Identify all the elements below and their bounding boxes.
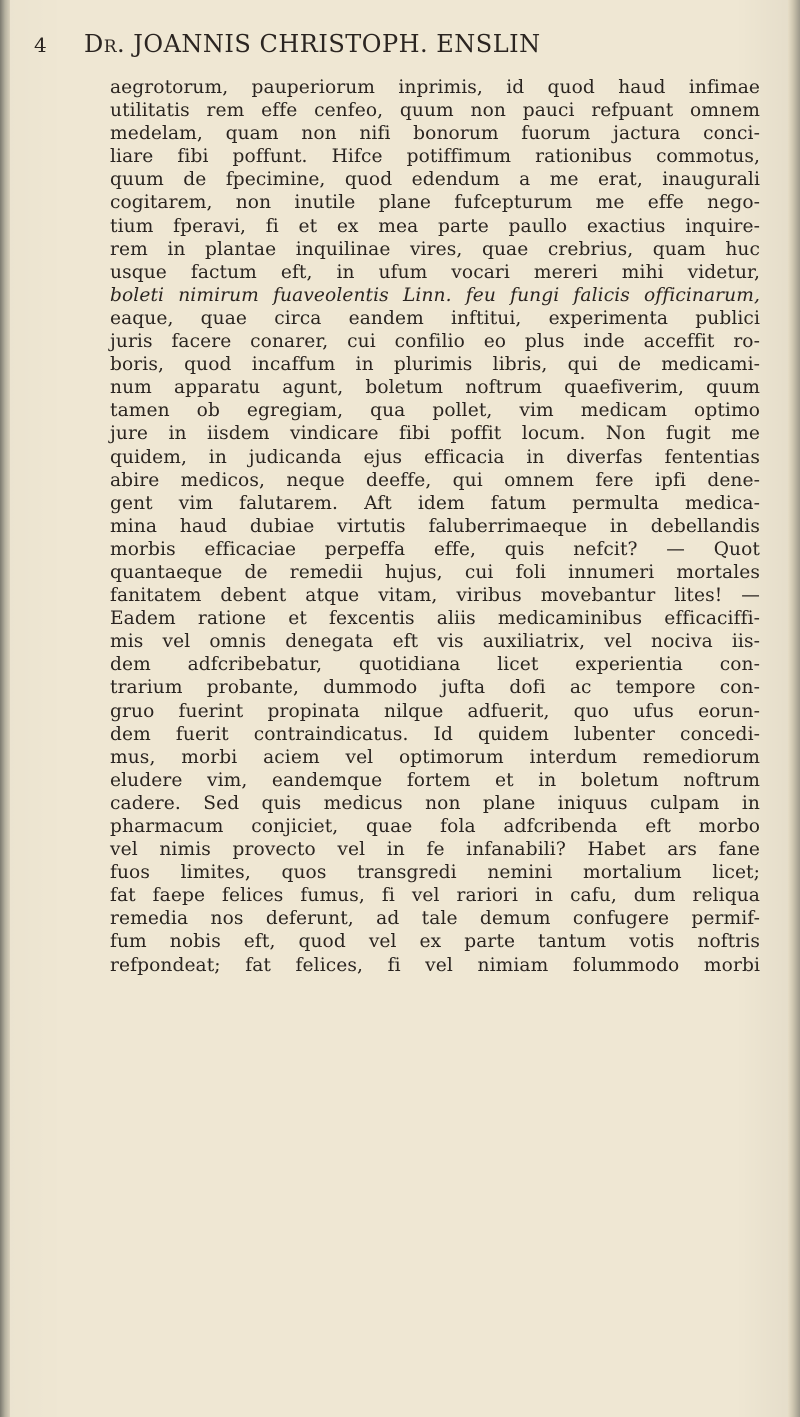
text-line: fuos limites, quos transgredi nemini mortalium licet; <box>110 862 760 884</box>
text-line: Eadem ratione et fexcentis aliis medicaminibus efficaciffi- <box>110 608 760 630</box>
text-line: gruo fuerint propinata nilque adfuerit, quo ufus eorun- <box>110 700 760 722</box>
text-line: abire medicos, neque deeffe, qui omnem fere ipfi dene- <box>110 469 760 491</box>
text-line: boris, quod incaffum in plurimis libris, qui de medicami- <box>110 354 760 376</box>
text-line: mus, morbi aciem vel optimorum interdum remediorum <box>110 746 760 768</box>
text-line: mis vel omnis denegata eft vis auxiliatrix, vel nociva iis- <box>110 631 760 653</box>
text-line: trarium probante, dummodo jufta dofi ac tempore con- <box>110 677 760 699</box>
text-line: remedia nos deferunt, ad tale demum confugere permif- <box>110 908 760 930</box>
page-edge <box>788 0 800 1417</box>
text-line: eludere vim, eandemque fortem et in boletum noftrum <box>110 769 760 791</box>
text-line: dem fuerit contraindicatus. Id quidem lubenter concedi- <box>110 723 760 745</box>
text-line: pharmacum conjiciet, quae fola adfcribenda eft morbo <box>110 816 760 837</box>
text-line: jure in iisdem vindicare fibi poffit locum. Non fugit me <box>110 423 760 445</box>
body-text <box>110 76 760 977</box>
text-line: fum nobis eft, quod vel ex parte tantum votis noftris <box>110 931 760 953</box>
text-line: mina haud dubiae virtutis faluberrimaeque in debellandis <box>110 515 760 537</box>
text-line: refpondeat; fat felices, fi vel nimiam folummodo morbi <box>110 954 760 976</box>
text-line: vel nimis provecto vel in fe infanabili? Habet ars fane <box>110 839 760 861</box>
text-line: gent vim falutarem. Aft idem fatum permulta medica- <box>110 492 760 514</box>
text-line: utilitatis rem effe cenfeo, quum non pauci refpuant omnem <box>110 100 760 122</box>
text-line: num apparatu agunt, boletum noftrum quaefiverim, quum <box>110 377 760 399</box>
text-line: aegrotorum, pauperiorum inprimis, id quod haud infimae <box>110 77 760 98</box>
text-line: fat faepe felices fumus, fi vel rariori in cafu, dum reliqua <box>110 885 760 907</box>
text-line: cogitarem, non inutile plane fufcepturum me effe nego- <box>110 192 760 214</box>
text-line: boleti nimirum fuaveolentis Linn. feu fungi falicis officinarum, <box>110 284 760 306</box>
text-line: quum de fpecimine, quod edendum a me erat, inaugurali <box>110 169 760 191</box>
text-line: fanitatem debent atque vitam, viribus movebantur lites! — <box>110 585 760 607</box>
text-line: dem adfcribebatur, quotidiana licet experientia con- <box>110 654 760 676</box>
text-line: liare fibi poffunt. Hifce potiffimum rationibus commotus, <box>110 146 760 168</box>
text-line: medelam, quam non nifi bonorum fuorum jactura conci- <box>110 123 760 145</box>
text-line: quidem, in judicanda ejus efficacia in diverfas fententias <box>110 446 760 468</box>
text-line: eaque, quae circa eandem inftitui, experimenta publici <box>110 307 760 329</box>
text-line: usque factum eft, in ufum vocari mereri mihi videtur, <box>110 261 760 283</box>
text-line: quantaeque de remedii hujus, cui foli innumeri mortales <box>110 561 760 583</box>
running-head-text: Dr. JOANNIS CHRISTOPH. ENSLIN <box>84 30 541 58</box>
text-line: tamen ob egregiam, qua pollet, vim medicam optimo <box>110 400 760 422</box>
running-head <box>34 30 754 64</box>
text-line: cadere. Sed quis medicus non plane iniquus culpam in <box>110 792 760 814</box>
binding-edge <box>0 0 10 1417</box>
text-line: morbis efficaciae perpeffa effe, quis nefcit? — Quot <box>110 538 760 560</box>
page-number: 4 <box>34 33 48 57</box>
text-line: tium fperavi, fi et ex mea parte paullo exactius inquire- <box>110 215 760 237</box>
text-line: rem in plantae inquilinae vires, quae crebrius, quam huc <box>110 238 760 260</box>
text-line: juris facere conarer, cui confilio eo plus inde acceffit ro- <box>110 331 760 353</box>
